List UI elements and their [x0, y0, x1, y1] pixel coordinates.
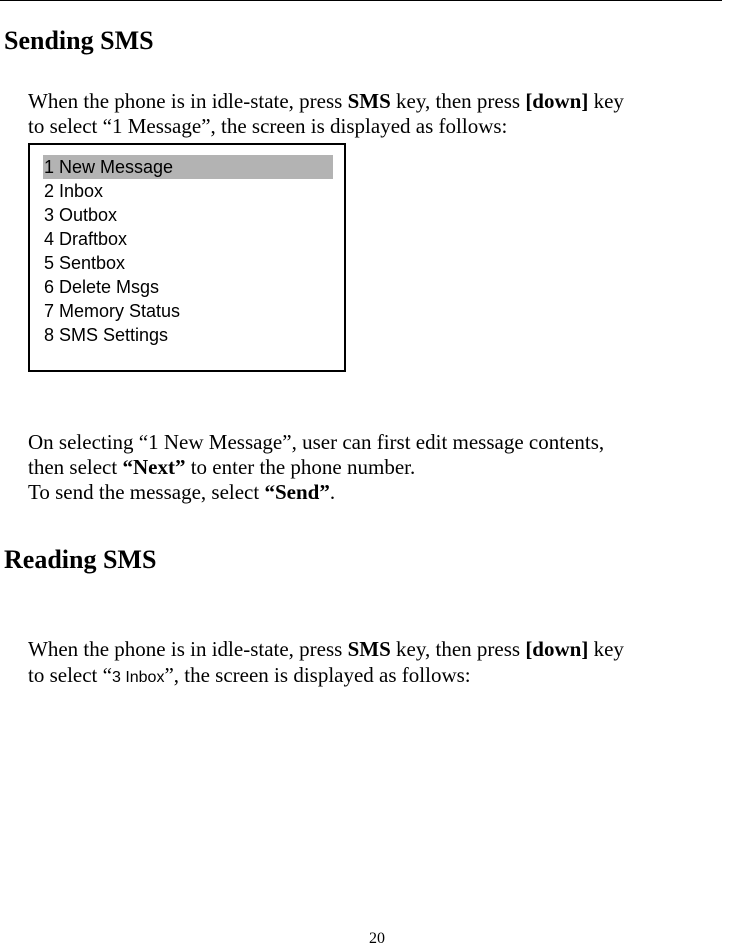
new-message-line-1: On selecting “1 New Message”, user can first edit message contents,: [28, 430, 605, 454]
text: When the phone is in idle-state, press: [28, 637, 348, 661]
down-key: [down]: [525, 637, 589, 661]
new-message-line-2: [28, 455, 415, 480]
menu-item-outbox[interactable]: 3 Outbox: [44, 205, 118, 225]
text: key: [588, 89, 624, 113]
phone-screen-sms-menu: [28, 143, 346, 372]
down-key: [down]: [525, 89, 589, 113]
reading-paragraph-line-1: [28, 637, 624, 662]
menu-item-draftbox[interactable]: 4 Draftbox: [44, 229, 128, 249]
menu-item-inbox[interactable]: 2 Inbox: [44, 181, 104, 201]
text: key: [588, 637, 624, 661]
menu-item-memory-status[interactable]: 7 Memory Status: [44, 301, 181, 321]
sms-key: SMS: [347, 89, 391, 113]
text: key, then press: [390, 89, 526, 113]
send-option: “Send”: [264, 480, 330, 504]
reading-paragraph-line-2: [28, 663, 471, 690]
menu-item-sms-settings[interactable]: 8 SMS Settings: [44, 325, 169, 345]
sending-paragraph-line-2: to select “1 Message”, the screen is displayed as follows:: [28, 114, 508, 138]
text: then select: [28, 455, 123, 479]
text: To send the message, select: [28, 480, 265, 504]
menu-item-delete-msgs[interactable]: 6 Delete Msgs: [44, 277, 160, 297]
heading-reading-sms: Reading SMS: [4, 545, 157, 574]
next-option: “Next”: [122, 455, 186, 479]
heading-sending-sms: Sending SMS: [4, 26, 154, 55]
page-number: 20: [369, 930, 385, 947]
sms-key: SMS: [347, 637, 391, 661]
sending-paragraph-line-1: [28, 89, 624, 114]
header-rule: [0, 0, 722, 1]
menu-item-sentbox[interactable]: 5 Sentbox: [44, 253, 126, 273]
text: to enter the phone number.: [185, 455, 416, 479]
new-message-line-3: [28, 480, 335, 505]
inbox-label: 3 Inbox: [111, 669, 165, 686]
text: key, then press: [390, 637, 526, 661]
menu-item-new-message[interactable]: 1 New Message: [44, 157, 174, 177]
text: ”, the screen is displayed as follows:: [164, 663, 471, 687]
text: to select “: [28, 663, 112, 687]
text: When the phone is in idle-state, press: [28, 89, 348, 113]
text: .: [329, 480, 336, 504]
